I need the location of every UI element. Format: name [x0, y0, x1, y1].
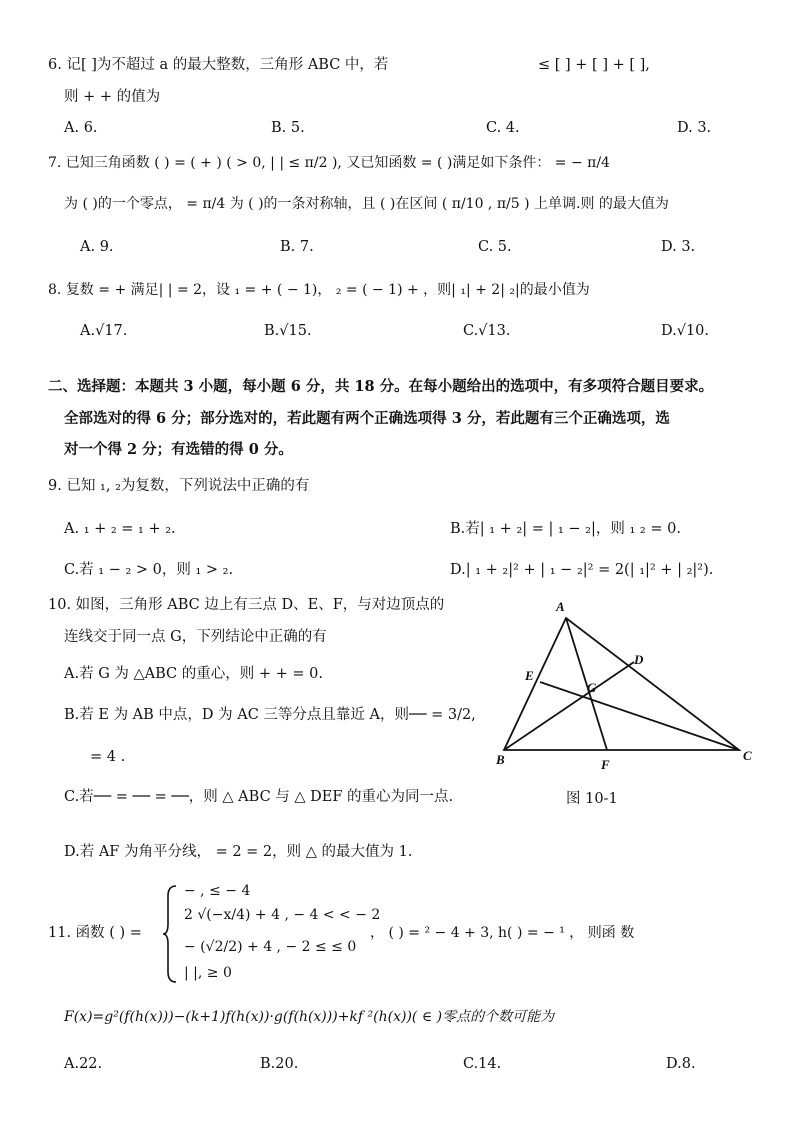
q11-case-3: − (√2/2) + 4 , − 2 ≤ ≤ 0: [184, 939, 357, 955]
q6-stem-right: ≤ [ ] + [ ] + [ ],: [538, 57, 650, 73]
q7-stem-line2: 为 ( )的一个零点， = π/4 为 ( )的一条对称轴，且 ( )在区间 ( π/10 , π/5 ) 上单调.则 的最大值为: [64, 196, 669, 212]
q6-stem-line2: 则 + + 的值为: [64, 89, 161, 105]
label-g: G: [587, 680, 597, 695]
q11-function-line: F(x)=g²(f(h(x)))−(k+1)f(h(x))·g(f(h(x)))+kf ²(h(x))( ∈ )零点的个数可能为: [64, 1009, 555, 1025]
q9-option-c: C.若 ₁ − ₂ > 0，则 ₁ > ₂.: [64, 562, 234, 578]
q7-option-a: A. 9.: [80, 239, 114, 255]
q10-option-c: C.若── = ── = ──，则 △ ABC 与 △ DEF 的重心为同一点.: [64, 789, 454, 805]
section2-heading-line2: 全部选对的得 6 分；部分选对的，若此题有两个正确选项得 3 分，若此题有三个正确选项，选: [64, 410, 670, 427]
q11-option-d: D.8.: [666, 1056, 696, 1072]
piecewise-brace: [162, 884, 180, 984]
q9-stem: 9. 已知 ₁, ₂为复数，下列说法中正确的有: [48, 478, 310, 494]
label-e: E: [525, 668, 534, 683]
q7-option-c: C. 5.: [478, 239, 512, 255]
label-c: C: [743, 748, 752, 763]
cevian-bd: [504, 662, 634, 750]
q10-option-a: A.若 G 为 △ABC 的重心，则 + + = 0.: [64, 666, 323, 682]
q6-option-d: D. 3.: [677, 120, 712, 136]
q8-option-c: C.√13.: [463, 323, 511, 339]
triangle-abc: [504, 618, 739, 750]
q7-stem: 7. 已知三角函数 ( ) = ( + ) ( > 0, | | ≤ π/2 ), 又已知函数 = ( )满足如下条件： = − π/4: [48, 155, 610, 171]
q9-option-b: B.若| ₁ + ₂| = | ₁ − ₂|，则 ₁ ₂ = 0.: [450, 521, 681, 537]
q11-option-c: C.14.: [463, 1056, 502, 1072]
q11-stem-right: ， ( ) = ² − 4 + 3, h( ) = − ¹ ， 则函 数: [370, 925, 635, 941]
q8-stem: 8. 复数 = + 满足| | = 2，设 ₁ = + ( − 1)， ₂ = ( − 1) + ，则| ₁| + 2| ₂|的最小值为: [48, 282, 590, 298]
q6-stem: 6. 记[ ]为不超过 a 的最大整数，三角形 ABC 中，若: [48, 57, 389, 73]
q6-option-c: C. 4.: [486, 120, 520, 136]
q9-option-a: A. ₁ + ₂ = ₁ + ₂.: [64, 521, 176, 537]
q11-option-b: B.20.: [260, 1056, 299, 1072]
section2-heading: 二、选择题：本题共 3 小题，每小题 6 分，共 18 分。在每小题给出的选项中，有多项符合题目要求。: [48, 378, 714, 395]
q10-stem: 10. 如图，三角形 ABC 边上有三点 D、E、F，与对边顶点的: [48, 597, 445, 613]
q10-option-b-line2: = 4 .: [90, 749, 126, 765]
q11-option-a: A.22.: [64, 1056, 103, 1072]
q8-option-b: B.√15.: [264, 323, 312, 339]
q8-option-d: D.√10.: [661, 323, 710, 339]
q10-stem-line2: 连线交于同一点 G，下列结论中正确的有: [64, 629, 327, 645]
section2-heading-line3: 对一个得 2 分；有选错的得 0 分。: [64, 441, 293, 458]
label-f: F: [601, 757, 610, 772]
figure-caption: 图 10-1: [566, 791, 618, 807]
label-a: A: [556, 599, 565, 614]
q7-option-d: D. 3.: [661, 239, 696, 255]
q11-case-1: − , ≤ − 4: [184, 883, 251, 899]
q11-case-2: 2 √(−x/4) + 4 , − 4 < < − 2: [184, 907, 381, 923]
label-d: D: [634, 652, 644, 667]
q8-option-a: A.√17.: [80, 323, 128, 339]
q9-option-d: D.| ₁ + ₂|² + | ₁ − ₂|² = 2(| ₁|² + | ₂|²).: [450, 562, 714, 578]
q11-case-4: | |, ≥ 0: [184, 965, 232, 981]
triangle-figure: [496, 598, 758, 773]
q6-option-a: A. 6.: [64, 120, 98, 136]
q7-option-b: B. 7.: [280, 239, 314, 255]
q11-stem: 11. 函数 ( ) =: [48, 925, 142, 941]
cevian-ce: [540, 682, 739, 750]
q6-option-b: B. 5.: [271, 120, 305, 136]
q10-option-d: D.若 AF 为角平分线， = 2 = 2，则 △ 的最大值为 1.: [64, 844, 413, 860]
q10-option-b: B.若 E 为 AB 中点，D 为 AC 三等分点且靠近 A，则── = 3/2,: [64, 707, 476, 723]
label-b: B: [496, 752, 505, 767]
